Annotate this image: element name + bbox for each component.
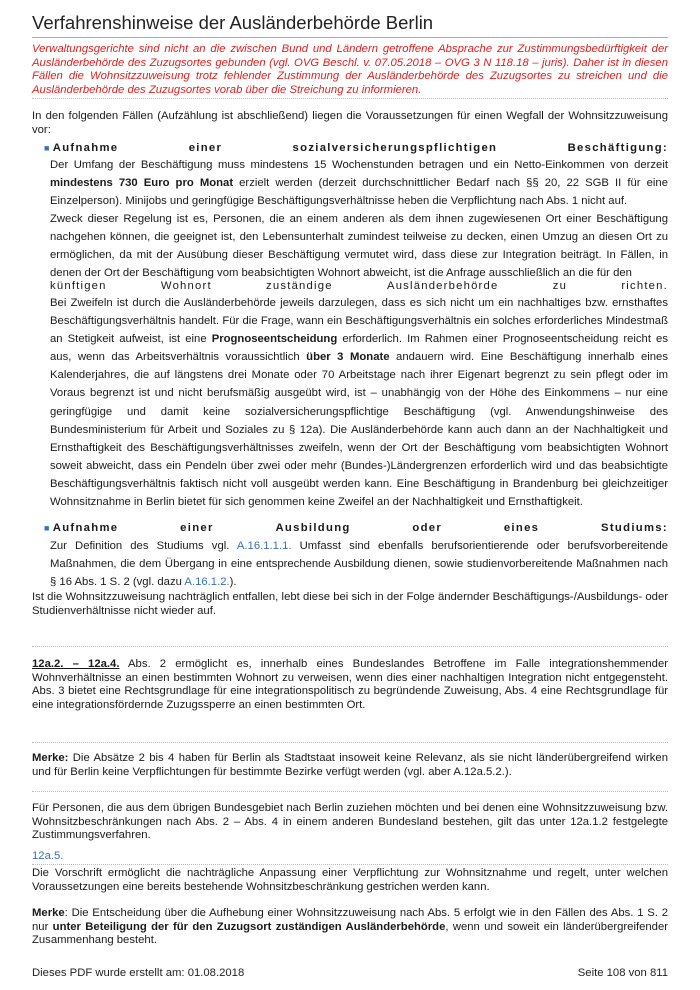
page-title: Verfahrenshinweise der Ausländerbehörde Berlin [32,12,434,33]
merke-note-1: Merke: Die Absätze 2 bis 4 haben für Berlin als Stadtstaat insoweit keine Relevanz, als sie nicht länderübergreifend wirken und für Berlin keine Verpflichtungen für bestimmte Bezirke verfügt werden (vgl. aber A.12a.5.2.). [32,752,668,778]
divider [32,98,668,99]
link-study-preparation[interactable]: A.16.1.2. [184,576,230,589]
title-divider [32,37,668,38]
bullet-square-icon: ■ [44,143,51,153]
link-study-definition[interactable]: A.16.1.1.1. [236,540,292,552]
footer-created-date: Dieses PDF wurde erstellt am: 01.08.2018 [32,967,245,979]
divider [32,742,668,743]
section-12a5-heading[interactable]: 12a.5. [32,850,64,862]
merke-note-2: Merke: Die Entscheidung über die Aufhebung einer Wohnsitzzuweisung nach Abs. 5 erfolgt wie in den Fällen des Abs. 1 S. 2 nur unter Beteiligung der für den Zuzugsort zuständigen Ausländerbehörde, wenn und soweit ein länderübergreifender Zusammenhang besteht. [32,907,668,947]
divider [32,864,668,865]
section-12a5-paragraph: Die Vorschrift ermöglicht die nachträgliche Anpassung einer Verpflichtung zur Wohnsitznahme und regelt, unter welchen Voraussetzungen eine bereits bestehende Wohnsitzbeschränkung gestrichen werden kann. [32,867,668,893]
employment-requirements: Der Umfang der Beschäftigung muss mindestens 15 Wochenstunden betragen und ein Netto-Einkommen von derzeit mindestens 730 Euro pro Monat erzielt werden (derzeit durchschnittlicher Bedarf nach §§ 20, 22 SGB II für eine Einzelperson). Minijobs und geringfügige Beschäftigungsverhältnisse heben die Verpflichtung nach Abs. 1 nicht auf. [50,159,668,208]
court-note: Verwaltungsgerichte sind nicht an die zwischen Bund und Ländern getroffene Absprache zur Zustimmungsbedürftigkeit der Ausländerbehörde des Zuzugsortes gebunden (vgl. OVG Beschl. v. 07.05.2018 – OVG 3 N 118.18 – juris). Daher ist in diesen Fällen die Wohnsitzzuweisung trotz fehlender Zustimmung der Ausländerbehörde des Zuzugsortes zu streichen und die Ausländerbehörde des Zuzugsortes vorab über die Streichung zu informieren. [32,43,668,96]
bullet-square-icon: ■ [44,523,51,533]
employment-purpose: Zweck dieser Regelung ist es, Personen, die an einem anderen als dem ihnen zugewiesenen Ort einer Beschäftigung nachgehen können, die geeignet ist, den Lebensunterhalt zumindest teilweise zu decken, einen Umzug an diesen Ort zu ermöglichen, da mit der Ausübung dieser Beschäftigung vermutet wird, dass diese zur Integration beiträgt. In Fällen, in denen der Ort der Beschäftigung vom beabsichtigten Wohnort abweicht, ist die Anfrage ausschließlich an die für den [50,213,668,280]
education-definition: Zur Definition des Studiums vgl. A.16.1.1.1. Umfasst sind ebenfalls berufsorientierende oder berufsvorbereitende Maßnahmen, die dem Übergang in eine entsprechende Ausbildung dienen, sowie studienvorbereitende Maßnahmen nach § 16 Abs. 1 S. 2 (vgl. dazu A.16.1.2.). [50,540,669,589]
divider [32,646,668,647]
after-list-paragraph: Ist die Wohnsitzzuweisung nachträglich entfallen, lebt diese bei sich in der Folge ändernder Beschäftigungs-/Ausbildungs- oder Studienverhältnisse nicht wieder auf. [32,591,668,617]
employment-doubts: Bei Zweifeln ist durch die Ausländerbehörde jeweils darzulegen, dass es sich nicht um ein nachhaltiges bzw. ernsthaftes Beschäftigungsverhältnis handelt. Für die Frage, wann ein Beschäftigungsverhältnis ein solches erforderliches Mindestmaß an Stetigkeit aufweist, ist eine Prognoseentscheidung erforderlich. Im Rahmen einer Prognoseentscheidung reicht es aus, wenn das Arbeitsverhältnis voraussichtlich über 3 Monate andauern wird. Eine Beschäftigung innerhalb eines Kalenderjahres, die auf längstens drei Monate oder 70 Arbeitstage nach ihrer Eigenart begrenzt zu sein pflegt oder im Voraus begrenzt ist und nicht berufsmäßig ausgeübt wird, ist – unabhängig von der Höhe des Einkommens – nur eine geringfügige und damit keine sozialversicherungspflichtige Beschäftigung (vgl. Anwendungshinweise des Bundesministerium für Arbeit und Soziales zu § 12a). Die Ausländerbehörde kann auch dann an der Nachhaltigkeit und Ernsthaftigkeit des Beschäftigungsverhältnisses zweifeln, wenn der Ort der Beschäftigung vom beabsichtigten Wohnort soweit abweicht, dass ein Pendeln über zwei oder mehr (Bundes-)Ländergrenzen erforderlich wird und das beabsichtigte Beschäftigungsverhältnis faktisch nicht voll ausgeübt werden kann. Eine Beschäftigung in Brandenburg bei gleichzeitiger Wohnsitznahme in Berlin bietet für sich genommen keine Zweifel an der Nachhaltigkeit und Ernsthaftigkeit. [50,297,668,509]
employment-purpose-end: künftigen Wohnort zuständige Ausländerbehörde zu richten. [50,280,668,292]
bullet-employment-heading: ■ Aufnahme einer sozialversicherungspflichtigen Beschäftigung: [44,142,668,154]
persons-paragraph: Für Personen, die aus dem übrigen Bundesgebiet nach Berlin zuziehen möchten und bei denen eine Wohnsitzzuweisung bzw. Wohnsitzbeschränkungen nach Abs. 2 – Abs. 4 in einem anderen Bundesland bestehen, gilt das unter 12a.1.2 festgelegte Zustimmungsverfahren. [32,802,668,842]
footer-page-number: Seite 108 von 811 [577,967,668,979]
divider [32,791,668,792]
bullet-education-heading: ■ Aufnahme einer Ausbildung oder eines Studiums: [44,522,668,534]
section-12a2-paragraph: 12a.2. – 12a.4. Abs. 2 ermöglicht es, innerhalb eines Bundeslandes Betroffene im Falle integrationshemmender Wohnverhältnisse an einen bestimmten Wohnort zu verweisen, wenn dies einer nachhaltigen Integration nicht entgegensteht. Abs. 3 bietet eine Rechtsgrundlage für eine integrationspolitisch zu begründende Zuweisung, Abs. 4 eine Rechtsgrundlage für eine integrationsfördernde Zuzugssperre an einen bestimmten Ort. [32,658,668,711]
intro-paragraph: In den folgenden Fällen (Aufzählung ist abschließend) liegen die Voraussetzungen für einen Wegfall der Wohnsitzzuweisung vor: [32,110,668,136]
